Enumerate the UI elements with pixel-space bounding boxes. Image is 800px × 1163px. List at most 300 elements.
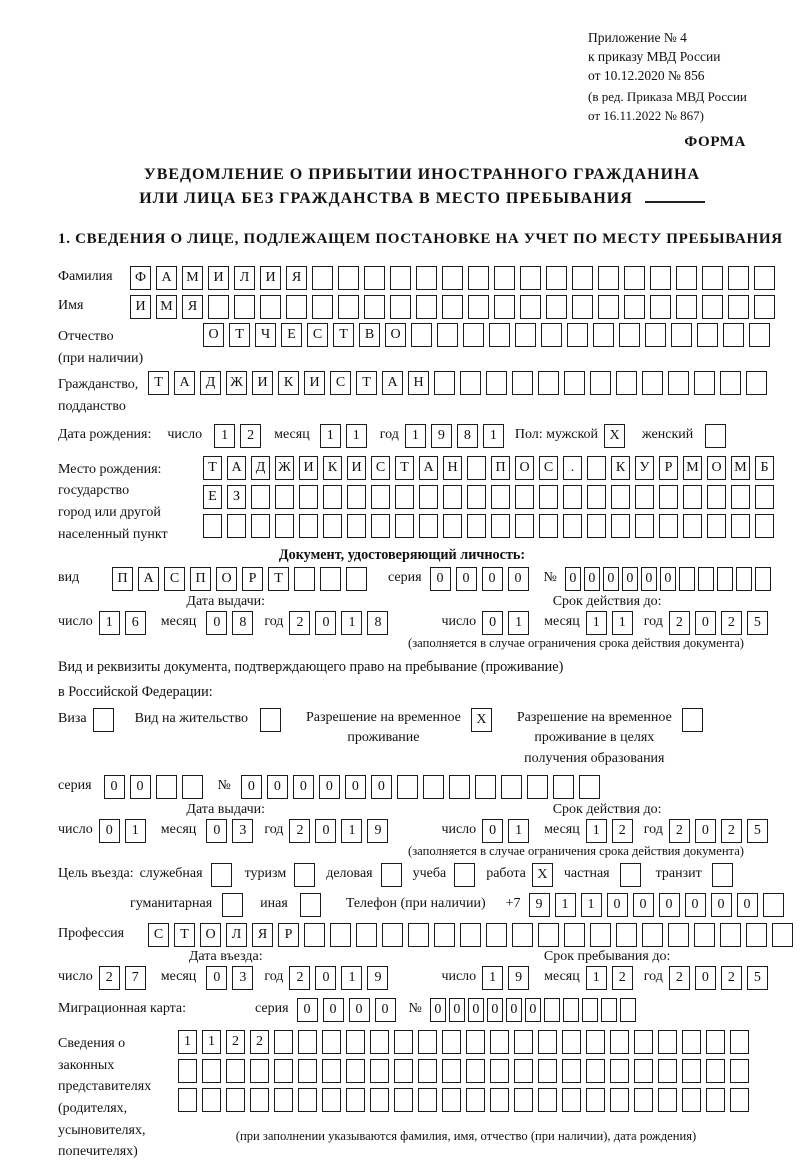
box-cell[interactable] [659, 514, 678, 538]
box-cell[interactable] [587, 514, 606, 538]
box-cell[interactable] [250, 1059, 269, 1083]
box-cell[interactable] [730, 1030, 749, 1054]
box-cell[interactable]: 0 [482, 819, 503, 843]
box-cell[interactable]: О [200, 923, 221, 947]
box-cell[interactable] [658, 1088, 677, 1112]
box-cell[interactable] [356, 923, 377, 947]
box-cell[interactable] [539, 514, 558, 538]
box-cell[interactable] [460, 923, 481, 947]
box-cell[interactable] [338, 266, 359, 290]
box-cell[interactable] [299, 514, 318, 538]
box-cell[interactable] [394, 1088, 413, 1112]
box-cell[interactable]: 1 [202, 1030, 221, 1054]
box-cell[interactable] [298, 1059, 317, 1083]
box-cell[interactable]: 2 [289, 966, 310, 990]
box-cell[interactable] [697, 323, 718, 347]
box-cell[interactable]: 8 [232, 611, 253, 635]
box-cell[interactable]: Ж [226, 371, 247, 395]
box-cell[interactable]: . [563, 456, 582, 480]
box-cell[interactable]: 0 [315, 819, 336, 843]
box-cell[interactable]: 3 [232, 966, 253, 990]
box-cell[interactable] [323, 485, 342, 509]
box-cell[interactable]: Б [755, 456, 774, 480]
box-cell[interactable] [515, 323, 536, 347]
box-cell[interactable]: 8 [367, 611, 388, 635]
box-cell[interactable]: 2 [721, 966, 742, 990]
box-cell[interactable] [419, 485, 438, 509]
box-cell[interactable] [370, 1030, 389, 1054]
box-cell[interactable] [730, 1088, 749, 1112]
box-cell[interactable]: М [156, 295, 177, 319]
box-cell[interactable]: 2 [669, 819, 690, 843]
box-cell[interactable]: 2 [669, 966, 690, 990]
box-cell[interactable]: С [148, 923, 169, 947]
box-cell[interactable] [620, 863, 641, 887]
box-cell[interactable] [260, 295, 281, 319]
box-cell[interactable]: А [227, 456, 246, 480]
box-cell[interactable] [418, 1059, 437, 1083]
box-cell[interactable] [538, 1088, 557, 1112]
box-cell[interactable] [208, 295, 229, 319]
box-cell[interactable] [720, 371, 741, 395]
box-cell[interactable] [538, 1030, 557, 1054]
box-cell[interactable] [679, 567, 695, 591]
box-cell[interactable] [520, 295, 541, 319]
box-cell[interactable] [514, 1059, 533, 1083]
box-cell[interactable] [202, 1088, 221, 1112]
box-cell[interactable] [501, 775, 522, 799]
box-cell[interactable]: 0 [99, 819, 120, 843]
box-cell[interactable] [527, 775, 548, 799]
box-cell[interactable]: Т [174, 923, 195, 947]
box-cell[interactable]: Т [356, 371, 377, 395]
box-cell[interactable] [682, 1088, 701, 1112]
box-cell[interactable]: 0 [297, 998, 318, 1022]
box-cell[interactable] [416, 266, 437, 290]
box-cell[interactable] [346, 1059, 365, 1083]
box-cell[interactable]: 2 [240, 424, 261, 448]
box-cell[interactable] [728, 295, 749, 319]
box-cell[interactable] [658, 1059, 677, 1083]
box-cell[interactable] [755, 485, 774, 509]
box-cell[interactable]: И [304, 371, 325, 395]
box-cell[interactable] [624, 266, 645, 290]
box-cell[interactable] [682, 1059, 701, 1083]
box-cell[interactable]: 0 [130, 775, 151, 799]
box-cell[interactable] [250, 1088, 269, 1112]
box-cell[interactable]: 0 [482, 567, 503, 591]
box-cell[interactable]: Н [408, 371, 429, 395]
box-cell[interactable]: 0 [371, 775, 392, 799]
box-cell[interactable] [736, 567, 752, 591]
box-cell[interactable]: М [182, 266, 203, 290]
box-cell[interactable] [616, 371, 637, 395]
box-cell[interactable]: 9 [529, 893, 550, 917]
box-cell[interactable]: П [112, 567, 133, 591]
box-cell[interactable] [512, 371, 533, 395]
box-cell[interactable]: 5 [747, 611, 768, 635]
box-cell[interactable] [650, 295, 671, 319]
box-cell[interactable] [260, 708, 281, 732]
box-cell[interactable] [312, 266, 333, 290]
box-cell[interactable]: Т [203, 456, 222, 480]
box-cell[interactable] [364, 266, 385, 290]
box-cell[interactable]: У [635, 456, 654, 480]
box-cell[interactable] [382, 923, 403, 947]
box-cell[interactable] [659, 485, 678, 509]
box-cell[interactable] [754, 266, 775, 290]
box-cell[interactable] [562, 1059, 581, 1083]
box-cell[interactable] [251, 485, 270, 509]
box-cell[interactable]: 0 [323, 998, 344, 1022]
box-cell[interactable] [616, 923, 637, 947]
box-cell[interactable]: 0 [685, 893, 706, 917]
box-cell[interactable]: Р [278, 923, 299, 947]
box-cell[interactable]: Р [659, 456, 678, 480]
box-cell[interactable] [275, 514, 294, 538]
box-cell[interactable]: 6 [125, 611, 146, 635]
box-cell[interactable] [572, 295, 593, 319]
box-cell[interactable]: И [208, 266, 229, 290]
box-cell[interactable] [746, 923, 767, 947]
box-cell[interactable] [731, 514, 750, 538]
box-cell[interactable] [419, 514, 438, 538]
box-cell[interactable] [772, 923, 793, 947]
box-cell[interactable] [491, 514, 510, 538]
box-cell[interactable] [611, 485, 630, 509]
box-cell[interactable] [346, 1030, 365, 1054]
box-cell[interactable] [346, 1088, 365, 1112]
box-cell[interactable] [720, 923, 741, 947]
box-cell[interactable] [635, 485, 654, 509]
box-cell[interactable] [634, 1030, 653, 1054]
box-cell[interactable]: 5 [747, 966, 768, 990]
box-cell[interactable] [275, 485, 294, 509]
box-cell[interactable]: 5 [747, 819, 768, 843]
box-cell[interactable]: 1 [214, 424, 235, 448]
box-cell[interactable] [730, 1059, 749, 1083]
box-cell[interactable]: 0 [319, 775, 340, 799]
box-cell[interactable] [712, 863, 733, 887]
box-cell[interactable] [671, 323, 692, 347]
box-cell[interactable] [683, 514, 702, 538]
box-cell[interactable]: 0 [241, 775, 262, 799]
box-cell[interactable]: В [359, 323, 380, 347]
box-cell[interactable] [346, 567, 367, 591]
box-cell[interactable] [598, 295, 619, 319]
box-cell[interactable] [489, 323, 510, 347]
box-cell[interactable]: 9 [367, 966, 388, 990]
box-cell[interactable]: Р [242, 567, 263, 591]
box-cell[interactable] [312, 295, 333, 319]
box-cell[interactable] [676, 295, 697, 319]
box-cell[interactable] [371, 514, 390, 538]
box-cell[interactable]: 1 [508, 819, 529, 843]
box-cell[interactable]: 1 [581, 893, 602, 917]
box-cell[interactable]: Ж [275, 456, 294, 480]
box-cell[interactable] [93, 708, 114, 732]
box-cell[interactable]: 0 [345, 775, 366, 799]
box-cell[interactable] [590, 371, 611, 395]
box-cell[interactable] [370, 1088, 389, 1112]
box-cell[interactable] [227, 514, 246, 538]
box-cell[interactable]: 1 [320, 424, 341, 448]
box-cell[interactable] [668, 371, 689, 395]
box-cell[interactable] [286, 295, 307, 319]
box-cell[interactable]: С [539, 456, 558, 480]
box-cell[interactable]: Д [200, 371, 221, 395]
box-cell[interactable] [544, 998, 560, 1022]
box-cell[interactable] [650, 266, 671, 290]
box-cell[interactable]: И [347, 456, 366, 480]
box-cell[interactable] [642, 371, 663, 395]
box-cell[interactable] [390, 266, 411, 290]
box-cell[interactable] [728, 266, 749, 290]
box-cell[interactable]: М [731, 456, 750, 480]
box-cell[interactable] [539, 485, 558, 509]
box-cell[interactable]: X [471, 708, 492, 732]
box-cell[interactable]: М [683, 456, 702, 480]
box-cell[interactable] [494, 295, 515, 319]
box-cell[interactable] [642, 923, 663, 947]
box-cell[interactable] [586, 1030, 605, 1054]
box-cell[interactable]: П [491, 456, 510, 480]
box-cell[interactable]: К [323, 456, 342, 480]
box-cell[interactable]: Т [229, 323, 250, 347]
box-cell[interactable] [411, 323, 432, 347]
box-cell[interactable]: 2 [669, 611, 690, 635]
box-cell[interactable] [322, 1088, 341, 1112]
box-cell[interactable] [755, 514, 774, 538]
box-cell[interactable] [466, 1030, 485, 1054]
box-cell[interactable] [394, 1059, 413, 1083]
box-cell[interactable]: О [515, 456, 534, 480]
box-cell[interactable]: 0 [293, 775, 314, 799]
box-cell[interactable] [463, 323, 484, 347]
box-cell[interactable] [323, 514, 342, 538]
box-cell[interactable] [178, 1088, 197, 1112]
box-cell[interactable] [494, 266, 515, 290]
box-cell[interactable]: Е [281, 323, 302, 347]
box-cell[interactable]: 2 [612, 819, 633, 843]
box-cell[interactable] [610, 1088, 629, 1112]
box-cell[interactable]: 1 [405, 424, 426, 448]
box-cell[interactable] [593, 323, 614, 347]
box-cell[interactable]: 1 [341, 611, 362, 635]
box-cell[interactable]: Н [443, 456, 462, 480]
box-cell[interactable] [347, 514, 366, 538]
box-cell[interactable] [408, 923, 429, 947]
box-cell[interactable] [371, 485, 390, 509]
box-cell[interactable]: X [532, 863, 553, 887]
box-cell[interactable] [515, 514, 534, 538]
box-cell[interactable] [468, 295, 489, 319]
box-cell[interactable] [698, 567, 714, 591]
box-cell[interactable]: Т [268, 567, 289, 591]
box-cell[interactable] [707, 514, 726, 538]
box-cell[interactable] [434, 371, 455, 395]
box-cell[interactable] [587, 485, 606, 509]
box-cell[interactable] [182, 775, 203, 799]
box-cell[interactable] [563, 998, 579, 1022]
box-cell[interactable] [491, 485, 510, 509]
box-cell[interactable] [454, 863, 475, 887]
box-cell[interactable]: 1 [346, 424, 367, 448]
box-cell[interactable] [586, 1088, 605, 1112]
box-cell[interactable] [563, 485, 582, 509]
box-cell[interactable] [274, 1030, 293, 1054]
box-cell[interactable] [634, 1088, 653, 1112]
box-cell[interactable] [338, 295, 359, 319]
box-cell[interactable] [634, 1059, 653, 1083]
box-cell[interactable] [694, 371, 715, 395]
box-cell[interactable] [624, 295, 645, 319]
box-cell[interactable] [706, 1030, 725, 1054]
box-cell[interactable]: О [707, 456, 726, 480]
box-cell[interactable]: 0 [104, 775, 125, 799]
box-cell[interactable]: 1 [125, 819, 146, 843]
box-cell[interactable] [682, 708, 703, 732]
box-cell[interactable] [582, 998, 598, 1022]
box-cell[interactable]: О [203, 323, 224, 347]
box-cell[interactable]: 0 [482, 611, 503, 635]
box-cell[interactable] [467, 456, 486, 480]
box-cell[interactable] [520, 266, 541, 290]
box-cell[interactable] [619, 323, 640, 347]
box-cell[interactable]: 1 [178, 1030, 197, 1054]
box-cell[interactable] [694, 923, 715, 947]
box-cell[interactable]: Я [182, 295, 203, 319]
box-cell[interactable]: 2 [612, 966, 633, 990]
box-cell[interactable] [620, 998, 636, 1022]
box-cell[interactable]: Л [226, 923, 247, 947]
box-cell[interactable]: 8 [457, 424, 478, 448]
box-cell[interactable] [347, 485, 366, 509]
box-cell[interactable] [298, 1030, 317, 1054]
box-cell[interactable] [467, 485, 486, 509]
box-cell[interactable]: 9 [431, 424, 452, 448]
box-cell[interactable] [706, 1088, 725, 1112]
box-cell[interactable] [611, 514, 630, 538]
box-cell[interactable]: 0 [603, 567, 619, 591]
box-cell[interactable] [274, 1088, 293, 1112]
box-cell[interactable] [705, 424, 726, 448]
box-cell[interactable]: 0 [375, 998, 396, 1022]
box-cell[interactable]: 0 [449, 998, 465, 1022]
box-cell[interactable] [443, 485, 462, 509]
box-cell[interactable] [645, 323, 666, 347]
box-cell[interactable] [320, 567, 341, 591]
box-cell[interactable]: 0 [660, 567, 676, 591]
box-cell[interactable] [682, 1030, 701, 1054]
box-cell[interactable]: 0 [456, 567, 477, 591]
box-cell[interactable] [222, 893, 243, 917]
box-cell[interactable] [683, 485, 702, 509]
box-cell[interactable] [390, 295, 411, 319]
box-cell[interactable]: Ч [255, 323, 276, 347]
box-cell[interactable]: 0 [607, 893, 628, 917]
box-cell[interactable] [564, 923, 585, 947]
box-cell[interactable] [731, 485, 750, 509]
box-cell[interactable]: 0 [737, 893, 758, 917]
box-cell[interactable]: О [216, 567, 237, 591]
box-cell[interactable] [754, 295, 775, 319]
box-cell[interactable] [211, 863, 232, 887]
box-cell[interactable]: Т [395, 456, 414, 480]
box-cell[interactable]: 0 [430, 567, 451, 591]
box-cell[interactable] [562, 1030, 581, 1054]
box-cell[interactable]: И [260, 266, 281, 290]
box-cell[interactable] [466, 1059, 485, 1083]
box-cell[interactable] [676, 266, 697, 290]
box-cell[interactable] [202, 1059, 221, 1083]
box-cell[interactable] [590, 923, 611, 947]
box-cell[interactable] [586, 1059, 605, 1083]
box-cell[interactable]: И [252, 371, 273, 395]
box-cell[interactable] [490, 1030, 509, 1054]
box-cell[interactable]: 0 [315, 611, 336, 635]
box-cell[interactable]: 1 [555, 893, 576, 917]
box-cell[interactable] [304, 923, 325, 947]
box-cell[interactable] [300, 893, 321, 917]
box-cell[interactable] [294, 863, 315, 887]
box-cell[interactable]: И [299, 456, 318, 480]
box-cell[interactable]: 1 [341, 966, 362, 990]
box-cell[interactable] [610, 1059, 629, 1083]
box-cell[interactable] [467, 514, 486, 538]
box-cell[interactable]: 0 [695, 966, 716, 990]
box-cell[interactable] [563, 514, 582, 538]
box-cell[interactable] [294, 567, 315, 591]
box-cell[interactable] [416, 295, 437, 319]
box-cell[interactable]: Д [251, 456, 270, 480]
box-cell[interactable]: С [330, 371, 351, 395]
box-cell[interactable] [538, 371, 559, 395]
box-cell[interactable]: 0 [525, 998, 541, 1022]
box-cell[interactable] [567, 323, 588, 347]
box-cell[interactable] [251, 514, 270, 538]
box-cell[interactable] [449, 775, 470, 799]
box-cell[interactable] [490, 1059, 509, 1083]
box-cell[interactable] [381, 863, 402, 887]
box-cell[interactable] [546, 295, 567, 319]
box-cell[interactable] [460, 371, 481, 395]
box-cell[interactable]: А [419, 456, 438, 480]
box-cell[interactable]: 0 [267, 775, 288, 799]
box-cell[interactable]: 0 [711, 893, 732, 917]
box-cell[interactable] [515, 485, 534, 509]
box-cell[interactable] [702, 266, 723, 290]
box-cell[interactable]: А [156, 266, 177, 290]
box-cell[interactable] [226, 1088, 245, 1112]
box-cell[interactable] [322, 1059, 341, 1083]
box-cell[interactable]: И [130, 295, 151, 319]
box-cell[interactable]: 9 [508, 966, 529, 990]
box-cell[interactable]: 0 [659, 893, 680, 917]
box-cell[interactable]: 0 [508, 567, 529, 591]
box-cell[interactable]: 1 [482, 966, 503, 990]
box-cell[interactable] [418, 1088, 437, 1112]
box-cell[interactable] [658, 1030, 677, 1054]
box-cell[interactable] [442, 266, 463, 290]
box-cell[interactable]: 1 [508, 611, 529, 635]
box-cell[interactable]: С [164, 567, 185, 591]
box-cell[interactable] [610, 1030, 629, 1054]
box-cell[interactable]: 0 [430, 998, 446, 1022]
box-cell[interactable] [418, 1030, 437, 1054]
box-cell[interactable] [541, 323, 562, 347]
box-cell[interactable]: 0 [206, 819, 227, 843]
